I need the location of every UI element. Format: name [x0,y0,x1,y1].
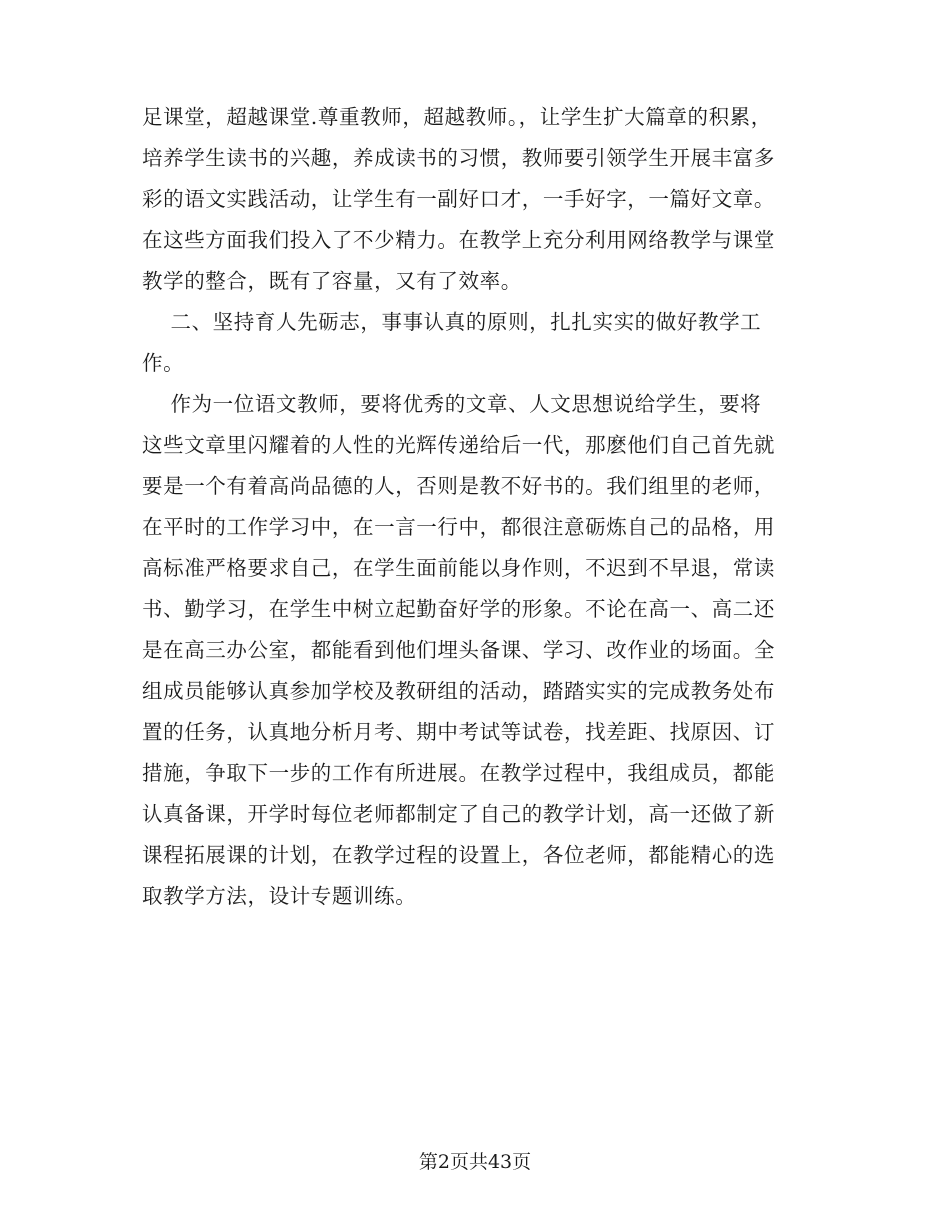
text-line: 置的任务，认真地分析月考、期中考试等试卷，找差距、找原因、订 [142,720,775,744]
text-line: 教学的整合，既有了容量，又有了效率。 [142,269,522,293]
text-line: 这些文章里闪耀着的人性的光辉传递给后一代，那麽他们自己首先就 [142,433,775,457]
text-line: 作为一位语文教师，要将优秀的文章、人文思想说给学生，要将 [142,392,762,416]
text-line: 要是一个有着高尚品德的人，否则是教不好书的。我们组里的老师， [142,474,775,498]
body-text [142,97,802,917]
text-line: 作。 [142,351,185,375]
text-line: 组成员能够认真参加学校及教研组的活动，踏踏实实的完成教务处布 [142,679,775,703]
text-line: 高标准严格要求自己，在学生面前能以身作则，不迟到不早退，常读 [142,556,775,580]
text-line: 课程拓展课的计划，在教学过程的设置上，各位老师，都能精心的选 [142,843,775,867]
text-line: 在这些方面我们投入了不少精力。在教学上充分利用网络教学与课堂 [142,228,775,252]
text-line: 足课堂，超越课堂.尊重教师，超越教师。，让学生扩大篇章的积累， [142,105,772,129]
page-number-footer: 第2页共43页 [418,1151,532,1173]
text-line: 二、坚持育人先砺志，事事认真的原则，扎扎实实的做好教学工 [142,310,762,334]
text-line: 措施，争取下一步的工作有所进展。在教学过程中，我组成员，都能 [142,761,775,785]
text-line: 培养学生读书的兴趣，养成读书的习惯，教师要引领学生开展丰富多 [142,146,775,170]
text-line: 书、勤学习，在学生中树立起勤奋好学的形象。不论在高一、高二还 [142,597,775,621]
text-line: 彩的语文实践活动，让学生有一副好口才，一手好字，一篇好文章。 [142,187,775,211]
text-line: 在平时的工作学习中，在一言一行中，都很注意砺炼自己的品格，用 [142,515,775,539]
text-line: 认真备课，开学时每位老师都制定了自己的教学计划，高一还做了新 [142,802,775,826]
text-line: 是在高三办公室，都能看到他们埋头备课、学习、改作业的场面。全 [142,638,775,662]
text-line: 取教学方法，设计专题训练。 [142,884,417,908]
